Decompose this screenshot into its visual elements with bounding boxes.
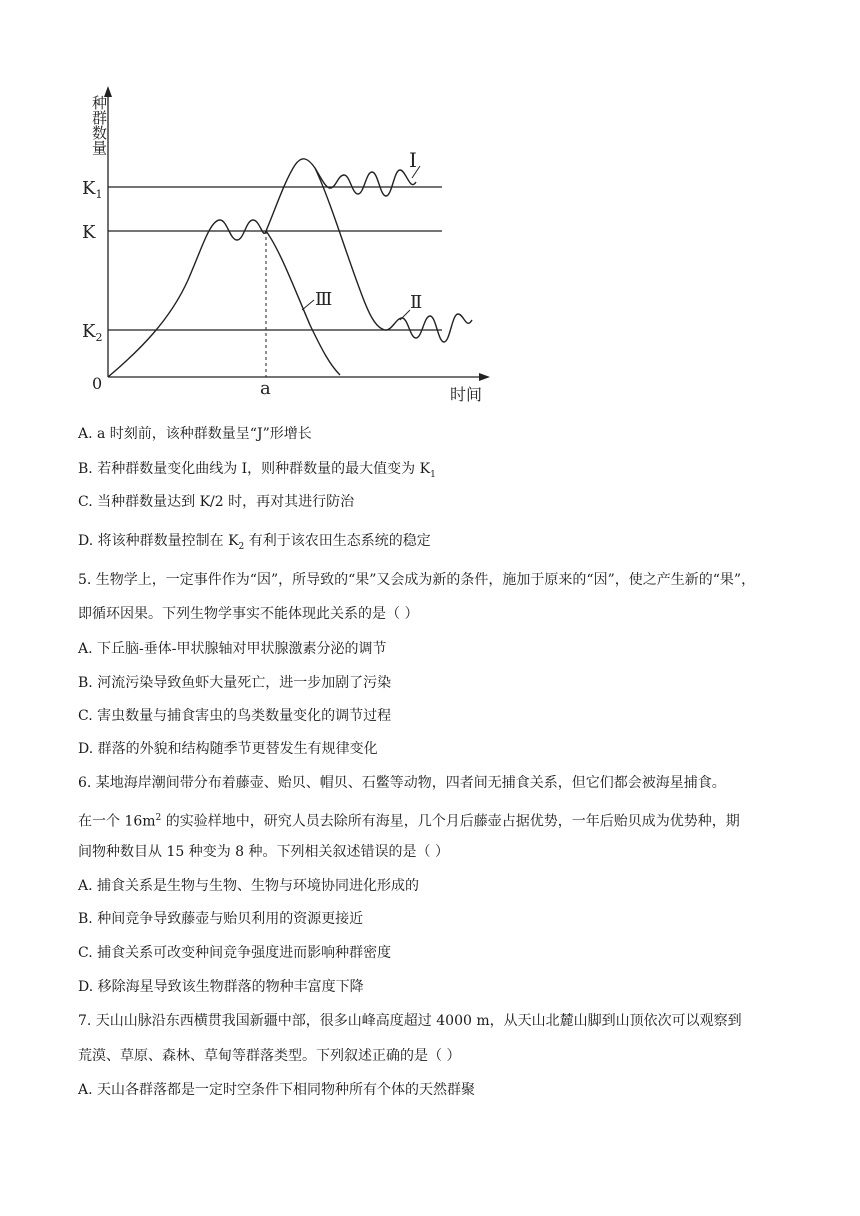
curve-I-label: Ⅰ [409,148,417,172]
k-label: K [82,222,96,243]
q4-option-a: A. a 时刻前，该种群数量呈“J”形增长 [78,426,312,442]
q6-option-c: C. 捕食关系可改变种间竞争强度进而影响种群密度 [78,945,392,961]
q6-stem-line3: 间物种数目从 15 种变为 8 种。下列相关叙述错误的是（ ） [78,844,449,860]
curve-II-label: Ⅱ [410,292,423,313]
leader-II [400,310,410,320]
q6-option-d: D. 移除海星导致该生物群落的物种丰富度下降 [78,979,364,995]
origin-label: 0 [92,374,103,393]
curve-I [330,170,416,196]
y-axis-label: 种群数量 [90,95,108,155]
s-curve-to-k [108,220,266,377]
q6-stem-line1: 6. 某地海岸潮间带分布着藤壶、贻贝、帽贝、石鳖等动物，四者间无捕食关系，但它们都会被海星捕食。 [78,775,726,791]
x-axis-label: 时间 [450,385,483,404]
q7-option-a: A. 天山各群落都是一定时空条件下相同物种所有个体的天然群聚 [78,1082,476,1098]
curve-III-label: Ⅲ [315,289,333,310]
q5-option-c: C. 害虫数量与捕食害虫的鸟类数量变化的调节过程 [78,708,392,724]
q5-option-b: B. 河流污染导致鱼虾大量死亡，进一步加剧了污染 [78,675,392,691]
q6-option-a: A. 捕食关系是生物与生物、生物与环境协同进化形成的 [78,878,420,894]
q5-stem-line1: 5. 生物学上，一定事件作为“因”，所导致的“果”又会成为新的条件，施加于原来的“因”，使之产生新的“果”， [78,572,756,588]
q6-option-b: B. 种间竞争导致藤壶与贻贝利用的资源更接近 [78,911,364,927]
q5-option-a: A. 下丘脑-垂体-甲状腺轴对甲状腺激素分泌的调节 [78,641,387,657]
population-curve-figure [70,80,500,410]
k2-label: $K_2$ [82,321,103,344]
leader-III [302,300,314,310]
q6-stem-line2: 在一个 $16m^2$ 的实验样地中，研究人员去除所有海星，几个月后藤壶占据优势，一年后贻贝成为优势种，期 [78,813,740,830]
a-label: a [260,378,271,399]
q7-stem-line2: 荒漠、草原、森林、草甸等群落类型。下列叙述正确的是（ ） [78,1048,461,1064]
curve-rise-peak [266,159,330,231]
q5-stem-line2: 即循环因果。下列生物学事实不能体现此关系的是（ ） [78,606,419,622]
q4-option-b: B. 若种群数量变化曲线为 I，则种群数量的最大值变为 $K_1$ [78,461,436,480]
k1-label: $K_1$ [82,178,103,201]
q5-option-d: D. 群落的外貌和结构随季节更替发生有规律变化 [78,741,378,757]
q4-option-c: C. 当种群数量达到 K/2 时，再对其进行防治 [78,494,355,510]
q4-option-d: D. 将该种群数量控制在 $K_2$ 有利于该农田生态系统的稳定 [78,533,431,552]
curve-II [315,168,472,342]
x-axis-arrow [479,373,490,381]
q7-stem-line1: 7. 天山山脉沿东西横贯我国新疆中部，很多山峰高度超过 4000 m，从天山北麓山脚到山顶依次可以观察到 [78,1013,742,1029]
